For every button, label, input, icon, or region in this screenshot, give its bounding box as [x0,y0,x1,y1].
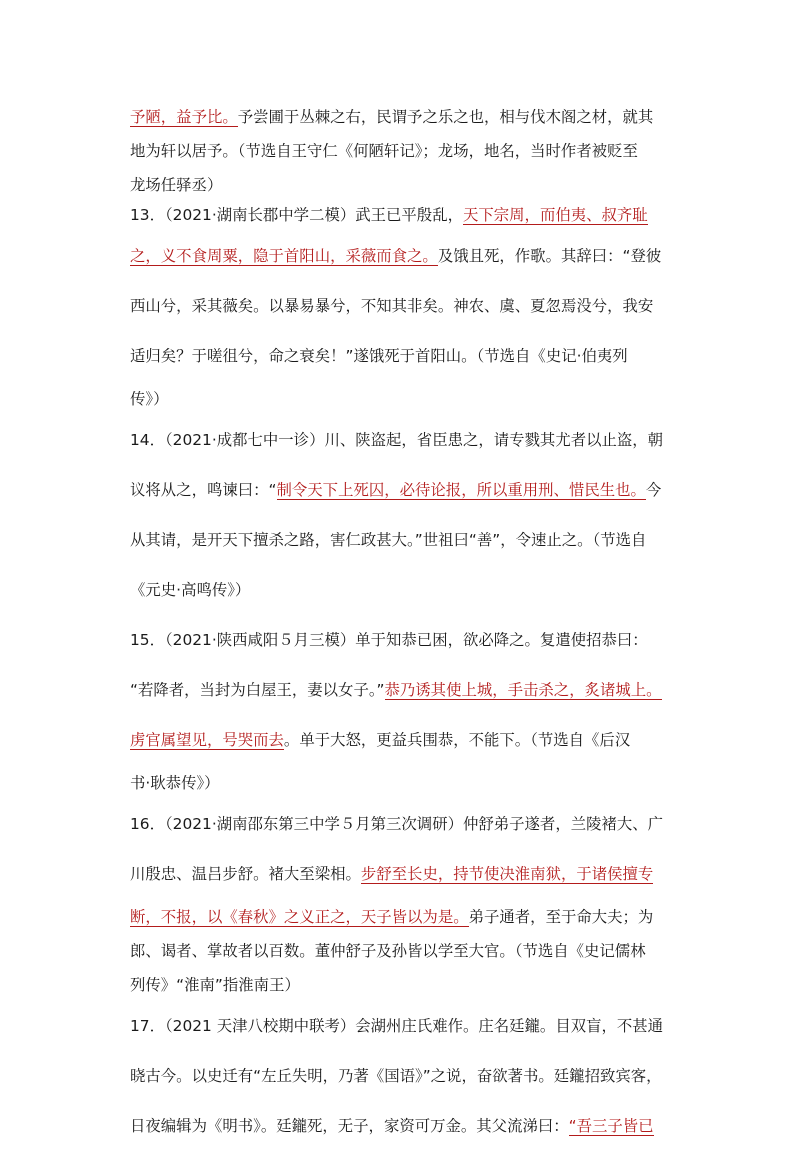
text-line [130,770,670,804]
highlighted-answer-text: 予陋，益予比。 [130,108,238,126]
text-line [130,172,670,202]
body-text: 13．（2021·湖南长郡中学二模）武王已平殷乱， [130,206,463,224]
body-text: 《元史·高鸣传》） [130,581,251,599]
body-text: “若降者，当封为白屋王，妻以女子。” [130,681,385,699]
document-text [130,104,670,1156]
body-text: 郎、谒者、掌故者以百数。董仲舒子及孙皆以学至大官。（节选自《史记儒林 [130,942,646,960]
text-line [130,1056,670,1106]
body-text: 西山兮，采其薇矣。以暴易暴兮，不知其非矣。神农、虞、夏忽焉没兮，我安 [130,297,654,315]
body-text: 14．（2021·成都七中一诊）川、陕盗起，省臣患之，请专戮其尤者以止盗，朝 [130,431,664,449]
text-line [130,904,670,938]
text-line [130,972,670,1006]
highlighted-answer-text: 断，不报，以《春秋》之义正之，天子皆以为是。 [130,908,469,926]
text-line [130,720,670,770]
body-text: 地为轩以居予。（节选自王守仁《何陋轩记》；龙场，地名，当时作者被贬至 [130,142,638,160]
text-line [130,386,670,420]
body-text: 15．（2021·陕西咸阳５月三模）单于知恭已困，欲必降之。复遣使招恭曰： [130,631,648,649]
highlighted-answer-text: 制令天下上死囚，必待论报，所以重用刑、惜民生也。 [276,481,646,499]
body-text: 弟子通者，至于命大夫；为 [468,908,654,926]
body-text: 适归矣？于嗟徂兮，命之衰矣！”遂饿死于首阳山。（节选自《史记·伯夷列 [130,347,628,365]
body-text: 川殷忠、温吕步舒。褚大至梁相。 [130,865,361,883]
body-text: 予尝圃于丛棘之右，民谓予之乐之也，相与伐木阁之材，就其 [237,108,654,126]
highlighted-answer-text: 步舒至长史，持节使决淮南狱，于诸侯擅专 [360,865,654,883]
body-text: 今 [645,481,662,499]
body-text: 晓古今。以史迁有“左丘失明，乃著《国语》”之说，奋欲著书。廷鑨招致宾客， [130,1067,662,1085]
highlighted-answer-text: 天下宗周，而伯夷、叔齐耻 [462,206,648,224]
text-line [130,286,670,336]
body-text: 议将从之，鸣谏曰：“ [130,481,277,499]
body-text: 16．（2021·湖南邵东第三中学５月第三次调研）仲舒弟子遂者，兰陵褚大、广 [130,815,664,833]
text-line [130,570,670,620]
text-line [130,854,670,904]
body-text: 及饿且死，作歌。其辞曰：“登彼 [437,247,662,265]
text-line [130,1106,670,1156]
text-line [130,938,670,972]
highlighted-answer-text: 之，义不食周粟，隐于首阳山，采薇而食之。 [130,247,438,265]
text-line [130,236,670,286]
text-line [130,1006,670,1056]
text-line [130,202,670,236]
body-text: 从其请，是开天下擅杀之路，害仁政甚大。”世祖曰“善”，令速止之。（节选自 [130,531,647,549]
highlighted-answer-text: 恭乃诱其使上城，手击杀之，炙诸城上。 [384,681,662,699]
text-line [130,336,670,386]
body-text: 龙场任驿丞） [130,176,223,194]
text-line [130,804,670,854]
text-line [130,420,670,470]
text-line [130,104,670,138]
text-line [130,520,670,570]
body-text: 书·耿恭传》） [130,774,220,792]
body-text: 17．（2021 天津八校期中联考）会湖州庄氏难作。庄名廷鑨。目双盲，不甚通 [130,1017,664,1035]
text-line [130,138,670,172]
body-text: 日夜编辑为《明书》。廷鑨死，无子，家资可万金。其父流涕曰： [130,1117,569,1135]
body-text: 。单于大怒，更益兵围恭，不能下。（节选自《后汉 [283,731,631,749]
text-line [130,670,670,720]
text-line [130,470,670,520]
body-text: 列传》“淮南”指淮南王） [130,976,300,994]
highlighted-answer-text: 虏官属望见，号哭而去 [130,731,284,749]
highlighted-answer-text: “吾三子皆已 [568,1117,654,1135]
text-line [130,620,670,670]
body-text: 传》） [130,390,169,408]
